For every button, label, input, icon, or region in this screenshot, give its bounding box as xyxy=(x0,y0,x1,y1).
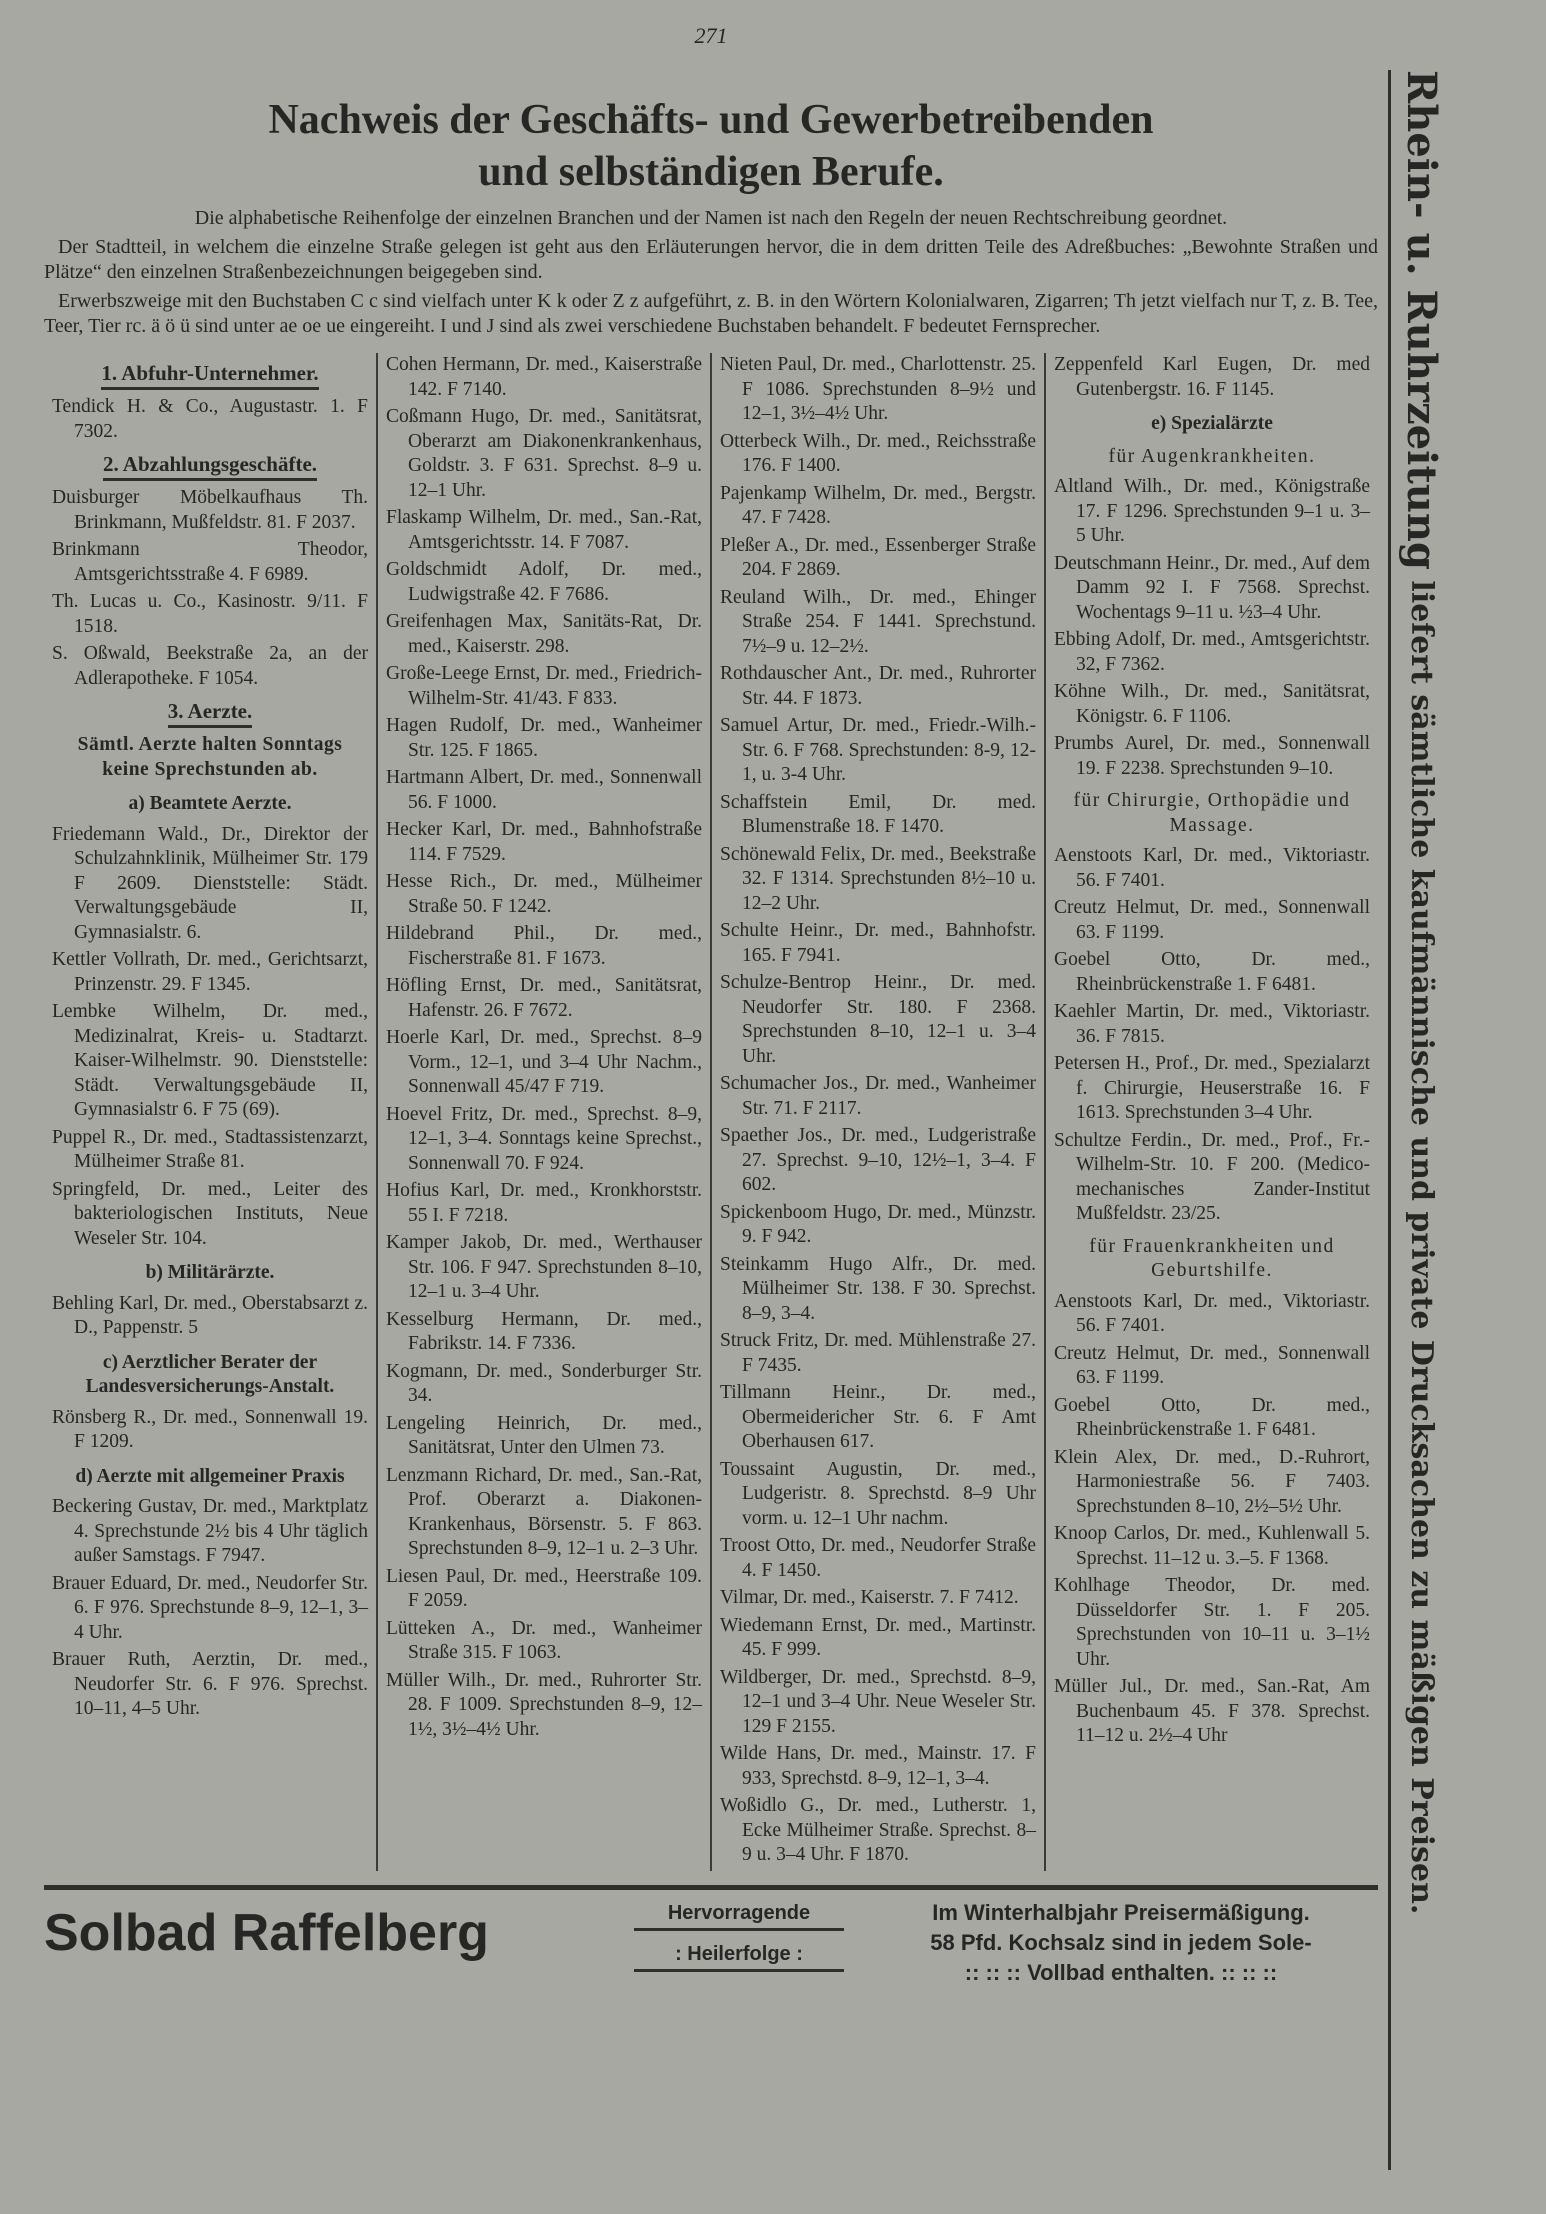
ad-right-line: 58 Pfd. Kochsalz sind in jedem Sole- xyxy=(930,1929,1312,1955)
directory-entry: Beckering Gustav, Dr. med., Marktplatz 4. Sprechstunde 2½ bis 4 Uhr täglich außer Samstags. F 7947. xyxy=(52,1496,368,1566)
directory-entry: Kohlhage Theodor, Dr. med. Düsseldorfer Str. 1. F 205. Sprechstunden von 10–11 u. 3–1½ Uhr. xyxy=(1054,1575,1370,1670)
category-note: für Frauenkrankheiten und Geburtshilfe. xyxy=(1089,1235,1335,1281)
side-banner-name: Rhein- u. Ruhrzeitung xyxy=(1398,70,1445,570)
directory-entry: Struck Fritz, Dr. med. Mühlenstraße 27. F 7435. xyxy=(720,1330,1036,1376)
section-heading-text: 2. Abzahlungsgeschäfte. xyxy=(103,452,317,481)
directory-entry: Troost Otto, Dr. med., Neudorfer Straße 4. F 1450. xyxy=(720,1535,1036,1581)
directory-entry: Schaffstein Emil, Dr. med. Blumenstraße 18. F 1470. xyxy=(720,791,1036,837)
intro-paragraph: Der Stadtteil, in welchem die einzelne Straße gelegen ist geht aus den Erläuterungen hervor, die in dem dritten Teile des Adreßbuches: „Bewohnte Straßen und Plätze“ den einzelnen Straßenbezeichnungen beigegeben sind. xyxy=(44,236,1378,283)
directory-entry: Goebel Otto, Dr. med., Rheinbrückenstraße 1. F 6481. xyxy=(1054,949,1370,995)
intro-paragraph: Die alphabetische Reihenfolge der einzelnen Branchen und der Namen ist nach den Regeln der neuen Rechtschreibung geordnet. xyxy=(194,207,1228,229)
directory-entry: Flaskamp Wilhelm, Dr. med., San.-Rat, Amtsgerichtsstr. 14. F 7087. xyxy=(386,507,702,553)
side-banner xyxy=(1388,70,1443,2170)
directory-entry: Hecker Karl, Dr. med., Bahnhofstraße 114. F 7529. xyxy=(386,819,702,865)
directory-entry: Hartmann Albert, Dr. med., Sonnenwall 56. F 1000. xyxy=(386,767,702,813)
directory-entry: Rönsberg R., Dr. med., Sonnenwall 19. F 1209. xyxy=(52,1406,368,1452)
directory-entry: Lembke Wilhelm, Dr. med., Medizinalrat, Kreis- u. Stadtarzt. Kaiser-Wilhelmstr. 90. Dienststelle: Städt. Verwaltungsgebäude II, Gymnasialstr 6. F 75 (69). xyxy=(52,1001,368,1120)
directory-entry: Puppel R., Dr. med., Stadtassistenzarzt, Mülheimer Straße 81. xyxy=(52,1126,368,1172)
side-banner-text: liefert sämtliche kaufmännische und private Drucksachen zu mäßigen Preisen. xyxy=(1404,580,1439,1915)
ad-right-line: :: :: :: Vollbad enthalten. :: :: :: xyxy=(964,1959,1278,1985)
directory-entry: Schumacher Jos., Dr. med., Wanheimer Str. 71. F 2117. xyxy=(720,1073,1036,1119)
directory-entry: Behling Karl, Dr. med., Oberstabsarzt z. D., Pappenstr. 5 xyxy=(52,1292,368,1338)
column-3 xyxy=(712,353,1046,1871)
subsection-heading: d) Aerzte mit allgemeiner Praxis xyxy=(75,1465,345,1487)
page-content xyxy=(44,0,1378,1988)
directory-entry: Schulte Heinr., Dr. med., Bahnhofstr. 165. F 7941. xyxy=(720,920,1036,966)
subsection-heading: e) Spezialärzte xyxy=(1151,413,1273,434)
category-note: für Augenkrankheiten. xyxy=(1108,445,1316,467)
directory-entry: Höfling Ernst, Dr. med., Sanitätsrat, Hafenstr. 26. F 7672. xyxy=(386,975,702,1021)
directory-entry: Aenstoots Karl, Dr. med., Viktoriastr. 56. F 7401. xyxy=(1054,845,1370,891)
divider xyxy=(44,1885,1378,1890)
directory-entry: Pajenkamp Wilhelm, Dr. med., Bergstr. 47. F 7428. xyxy=(720,482,1036,528)
directory-entry: Müller Jul., Dr. med., San.-Rat, Am Buchenbaum 45. F 378. Sprechst. 11–12 u. 2½–4 Uhr xyxy=(1054,1676,1370,1746)
ad-middle-line: Hervorragende xyxy=(634,1898,844,1931)
directory-entry: Wildberger, Dr. med., Sprechstd. 8–9, 12–1 und 3–4 Uhr. Neue Weseler Str. 129 F 2155. xyxy=(720,1666,1036,1737)
category-note: für Chirurgie, Orthopädie und Massage. xyxy=(1073,790,1351,836)
directory-columns xyxy=(44,353,1378,1871)
directory-entry: Brinkmann Theodor, Amtsgerichtsstraße 4. F 6989. xyxy=(52,539,368,585)
column-1 xyxy=(44,353,378,1871)
directory-entry: Vilmar, Dr. med., Kaiserstr. 7. F 7412. xyxy=(720,1587,1019,1608)
directory-entry: Pleßer A., Dr. med., Essenberger Straße 204. F 2869. xyxy=(720,534,1036,580)
directory-entry: Schulze-Bentrop Heinr., Dr. med. Neudorfer Str. 180. F 2368. Sprechstunden 8–10, 12–1 u. 3–4 Uhr. xyxy=(720,972,1036,1067)
section-heading xyxy=(52,450,368,478)
directory-entry: Th. Lucas u. Co., Kasinostr. 9/11. F 1518. xyxy=(52,591,368,637)
section-heading xyxy=(52,697,368,725)
directory-entry: Petersen H., Prof., Dr. med., Spezialarzt f. Chirurgie, Heuserstraße 16. F 1613. Sprechstunden 3–4 Uhr. xyxy=(1054,1053,1370,1123)
directory-entry: Hildebrand Phil., Dr. med., Fischerstraße 81. F 1673. xyxy=(386,923,702,969)
directory-entry: Spickenboom Hugo, Dr. med., Münzstr. 9. F 942. xyxy=(720,1201,1036,1247)
directory-entry: Nieten Paul, Dr. med., Charlottenstr. 25. F 1086. Sprechstunden 8–9½ und 12–1, 3½–4½ Uhr. xyxy=(720,354,1036,424)
directory-entry: Lengeling Heinrich, Dr. med., Sanitätsrat, Unter den Ulmen 73. xyxy=(386,1412,702,1458)
directory-entry: Springfeld, Dr. med., Leiter des bakteriologischen Instituts, Neue Weseler Str. 104. xyxy=(52,1178,368,1249)
directory-entry: Große-Leege Ernst, Dr. med., Friedrich-Wilhelm-Str. 41/43. F 833. xyxy=(386,663,702,709)
directory-entry: Hoerle Karl, Dr. med., Sprechst. 8–9 Vorm., 12–1, und 3–4 Uhr Nachm., Sonnenwall 45/47 F 719. xyxy=(386,1027,702,1097)
directory-entry: Goldschmidt Adolf, Dr. med., Ludwigstraße 42. F 7686. xyxy=(386,559,702,605)
directory-entry: Creutz Helmut, Dr. med., Sonnenwall 63. F 1199. xyxy=(1054,897,1370,943)
directory-entry: Brauer Eduard, Dr. med., Neudorfer Str. 6. F 976. Sprechstunde 8–9, 12–1, 3–4 Uhr. xyxy=(52,1572,368,1643)
category-note: Sämtl. Aerzte halten Sonntags keine Sprechstunden ab. xyxy=(77,734,343,780)
intro-paragraph: Erwerbszweige mit den Buchstaben C c sind vielfach unter K k oder Z z aufgeführt, z. B. in den Wörtern Kolonialwaren, Zigarren; Th jetzt vielfach nur T, z. B. Tee, Teer, Tier rc. ä ö ü sind unter ae oe ue eingereiht. I und J sind als zwei verschiedene Buchstaben behandelt. F bedeutet Fernsprecher. xyxy=(44,290,1378,337)
directory-entry: Toussaint Augustin, Dr. med., Ludgeristr. 8. Sprechstd. 8–9 Uhr vorm. u. 12–1 Uhr nachm. xyxy=(720,1458,1036,1529)
directory-entry: Kettler Vollrath, Dr. med., Gerichtsarzt, Prinzenstr. 29. F 1345. xyxy=(52,949,368,995)
directory-entry: Aenstoots Karl, Dr. med., Viktoriastr. 56. F 7401. xyxy=(1054,1290,1370,1336)
directory-entry: Deutschmann Heinr., Dr. med., Auf dem Damm 92 I. F 7568. Sprechst. Wochentags 9–11 u. ½3–4 Uhr. xyxy=(1054,552,1370,623)
directory-entry: Schultze Ferdin., Dr. med., Prof., Fr.-Wilhelm-Str. 10. F 200. (Medico-mechanisches Zander-Institut Mußfeldstr. 23/25. xyxy=(1054,1129,1370,1224)
directory-entry: S. Oßwald, Beekstraße 2a, an der Adlerapotheke. F 1054. xyxy=(52,643,368,689)
directory-entry: Tillmann Heinr., Dr. med., Obermeidericher Str. 6. F Amt Oberhausen 617. xyxy=(720,1382,1036,1452)
directory-entry: Kaehler Martin, Dr. med., Viktoriastr. 36. F 7815. xyxy=(1054,1001,1370,1047)
ad-name: Solbad Raffelberg xyxy=(44,1903,489,1962)
intro-text xyxy=(44,206,1378,339)
directory-entry: Klein Alex, Dr. med., D.-Ruhrort, Harmoniestraße 56. F 7403. Sprechstunden 8–10, 2½–5½ Uhr. xyxy=(1054,1446,1370,1517)
directory-entry: Knoop Carlos, Dr. med., Kuhlenwall 5. Sprechst. 11–12 u. 3.–5. F 1368. xyxy=(1054,1523,1370,1569)
ad-middle-line: : Heilerfolge : xyxy=(634,1939,844,1972)
directory-entry: Wilde Hans, Dr. med., Mainstr. 17. F 933, Sprechstd. 8–9, 12–1, 3–4. xyxy=(720,1743,1036,1789)
directory-entry: Prumbs Aurel, Dr. med., Sonnenwall 19. F 2238. Sprechstunden 9–10. xyxy=(1054,733,1370,779)
directory-entry: Wiedemann Ernst, Dr. med., Martinstr. 45. F 999. xyxy=(720,1614,1036,1660)
directory-entry: Steinkamm Hugo Alfr., Dr. med. Mülheimer Str. 138. F 30. Sprechst. 8–9, 3–4. xyxy=(720,1253,1036,1324)
directory-entry: Cohen Hermann, Dr. med., Kaiserstraße 142. F 7140. xyxy=(386,354,702,400)
directory-entry: Samuel Artur, Dr. med., Friedr.-Wilh.-Str. 6. F 768. Sprechstunden: 8-9, 12-1, u. 3-4 Uhr. xyxy=(720,715,1036,785)
directory-entry: Lütteken A., Dr. med., Wanheimer Straße 315. F 1063. xyxy=(386,1617,702,1663)
directory-entry: Woßidlo G., Dr. med., Lutherstr. 1, Ecke Mülheimer Straße. Sprechst. 8–9 u. 3–4 Uhr. F 1870. xyxy=(720,1795,1036,1865)
directory-entry: Kamper Jakob, Dr. med., Werthauser Str. 106. F 947. Sprechstunden 8–10, 12–1 u. 3–4 Uhr. xyxy=(386,1232,702,1302)
directory-entry: Reuland Wilh., Dr. med., Ehinger Straße 254. F 1441. Sprechstund. 7½–9 u. 12–2½. xyxy=(720,586,1036,657)
directory-entry: Köhne Wilh., Dr. med., Sanitätsrat, Königstr. 6. F 1106. xyxy=(1054,681,1370,727)
directory-entry: Greifenhagen Max, Sanitäts-Rat, Dr. med., Kaiserstr. 298. xyxy=(386,611,702,657)
directory-entry: Hesse Rich., Dr. med., Mülheimer Straße 50. F 1242. xyxy=(386,871,702,917)
column-2 xyxy=(378,353,712,1871)
directory-entry: Schönewald Felix, Dr. med., Beekstraße 32. F 1314. Sprechstunden 8½–10 u. 12–2 Uhr. xyxy=(720,843,1036,914)
title-line-2: und selbständigen Berufe. xyxy=(478,149,944,195)
directory-entry: Hoevel Fritz, Dr. med., Sprechst. 8–9, 12–1, 3–4. Sonntags keine Sprechst., Sonnenwall 70. F 924. xyxy=(386,1103,702,1174)
subsection-heading: c) Aerztlicher Berater der Landesversicherungs-Anstalt. xyxy=(85,1351,335,1397)
directory-entry: Spaether Jos., Dr. med., Ludgeristraße 27. Sprechst. 9–10, 12½–1, 3–4. F 602. xyxy=(720,1125,1036,1195)
directory-entry: Friedemann Wald., Dr., Direktor der Schulzahnklinik, Mülheimer Str. 179 F 2609. Dienststelle: Städt. Verwaltungsgebäude II, Gymnasialstr. 6. xyxy=(52,823,368,943)
directory-entry: Altland Wilh., Dr. med., Königstraße 17. F 1296. Sprechstunden 9–1 u. 3–5 Uhr. xyxy=(1054,476,1370,546)
directory-entry: Hofius Karl, Dr. med., Kronkhorststr. 55 I. F 7218. xyxy=(386,1180,702,1226)
directory-entry: Lenzmann Richard, Dr. med., San.-Rat, Prof. Oberarzt a. Diakonen-Krankenhaus, Börsenstr. 5. F 863. Sprechstunden 8–9, 12–1 u. 2–3 Uhr. xyxy=(386,1464,702,1559)
ad-middle xyxy=(634,1898,844,1980)
directory-entry: Liesen Paul, Dr. med., Heerstraße 109. F 2059. xyxy=(386,1565,702,1611)
directory-entry: Duisburger Möbelkaufhaus Th. Brinkmann, Mußfeldstr. 81. F 2037. xyxy=(52,487,368,533)
directory-entry: Kogmann, Dr. med., Sonderburger Str. 34. xyxy=(386,1360,702,1406)
directory-entry: Zeppenfeld Karl Eugen, Dr. med Gutenbergstr. 16. F 1145. xyxy=(1054,354,1370,400)
section-heading xyxy=(52,359,368,387)
section-heading-text: 3. Aerzte. xyxy=(168,699,253,728)
column-4 xyxy=(1046,353,1378,1871)
page-title xyxy=(44,94,1378,198)
directory-entry: Otterbeck Wilh., Dr. med., Reichsstraße 176. F 1400. xyxy=(720,430,1036,476)
directory-entry: Goebel Otto, Dr. med., Rheinbrückenstraße 1. F 6481. xyxy=(1054,1394,1370,1440)
ad-right xyxy=(864,1898,1378,1988)
ad-right-line: Im Winterhalbjahr Preisermäßigung. xyxy=(932,1899,1310,1925)
directory-entry: Müller Wilh., Dr. med., Ruhrorter Str. 28. F 1009. Sprechstunden 8–9, 12–1½, 3½–4½ Uhr. xyxy=(386,1669,702,1740)
directory-entry: Kesselburg Hermann, Dr. med., Fabrikstr. 14. F 7336. xyxy=(386,1308,702,1354)
directory-entry: Tendick H. & Co., Augustastr. 1. F 7302. xyxy=(52,396,368,442)
page-number: 271 xyxy=(694,23,728,48)
directory-entry: Ebbing Adolf, Dr. med., Amtsgerichtstr. 32, F 7362. xyxy=(1054,629,1370,675)
directory-entry: Hagen Rudolf, Dr. med., Wanheimer Str. 125. F 1865. xyxy=(386,715,702,761)
advertisement xyxy=(44,1898,1378,1988)
directory-entry: Rothdauscher Ant., Dr. med., Ruhrorter Str. 44. F 1873. xyxy=(720,663,1036,709)
section-heading-text: 1. Abfuhr-Unternehmer. xyxy=(101,361,318,390)
directory-entry: Coßmann Hugo, Dr. med., Sanitätsrat, Oberarzt am Diakonenkrankenhaus, Goldstr. 3. F 631. Sprechst. 8–9 u. 12–1 Uhr. xyxy=(386,406,702,501)
title-line-1: Nachweis der Geschäfts- und Gewerbetreibenden xyxy=(268,97,1154,143)
subsection-heading: b) Militärärzte. xyxy=(145,1262,275,1283)
directory-entry: Creutz Helmut, Dr. med., Sonnenwall 63. F 1199. xyxy=(1054,1342,1370,1388)
subsection-heading: a) Beamtete Aerzte. xyxy=(128,793,292,814)
directory-entry: Brauer Ruth, Aerztin, Dr. med., Neudorfer Str. 6. F 976. Sprechst. 10–11, 4–5 Uhr. xyxy=(52,1649,368,1719)
